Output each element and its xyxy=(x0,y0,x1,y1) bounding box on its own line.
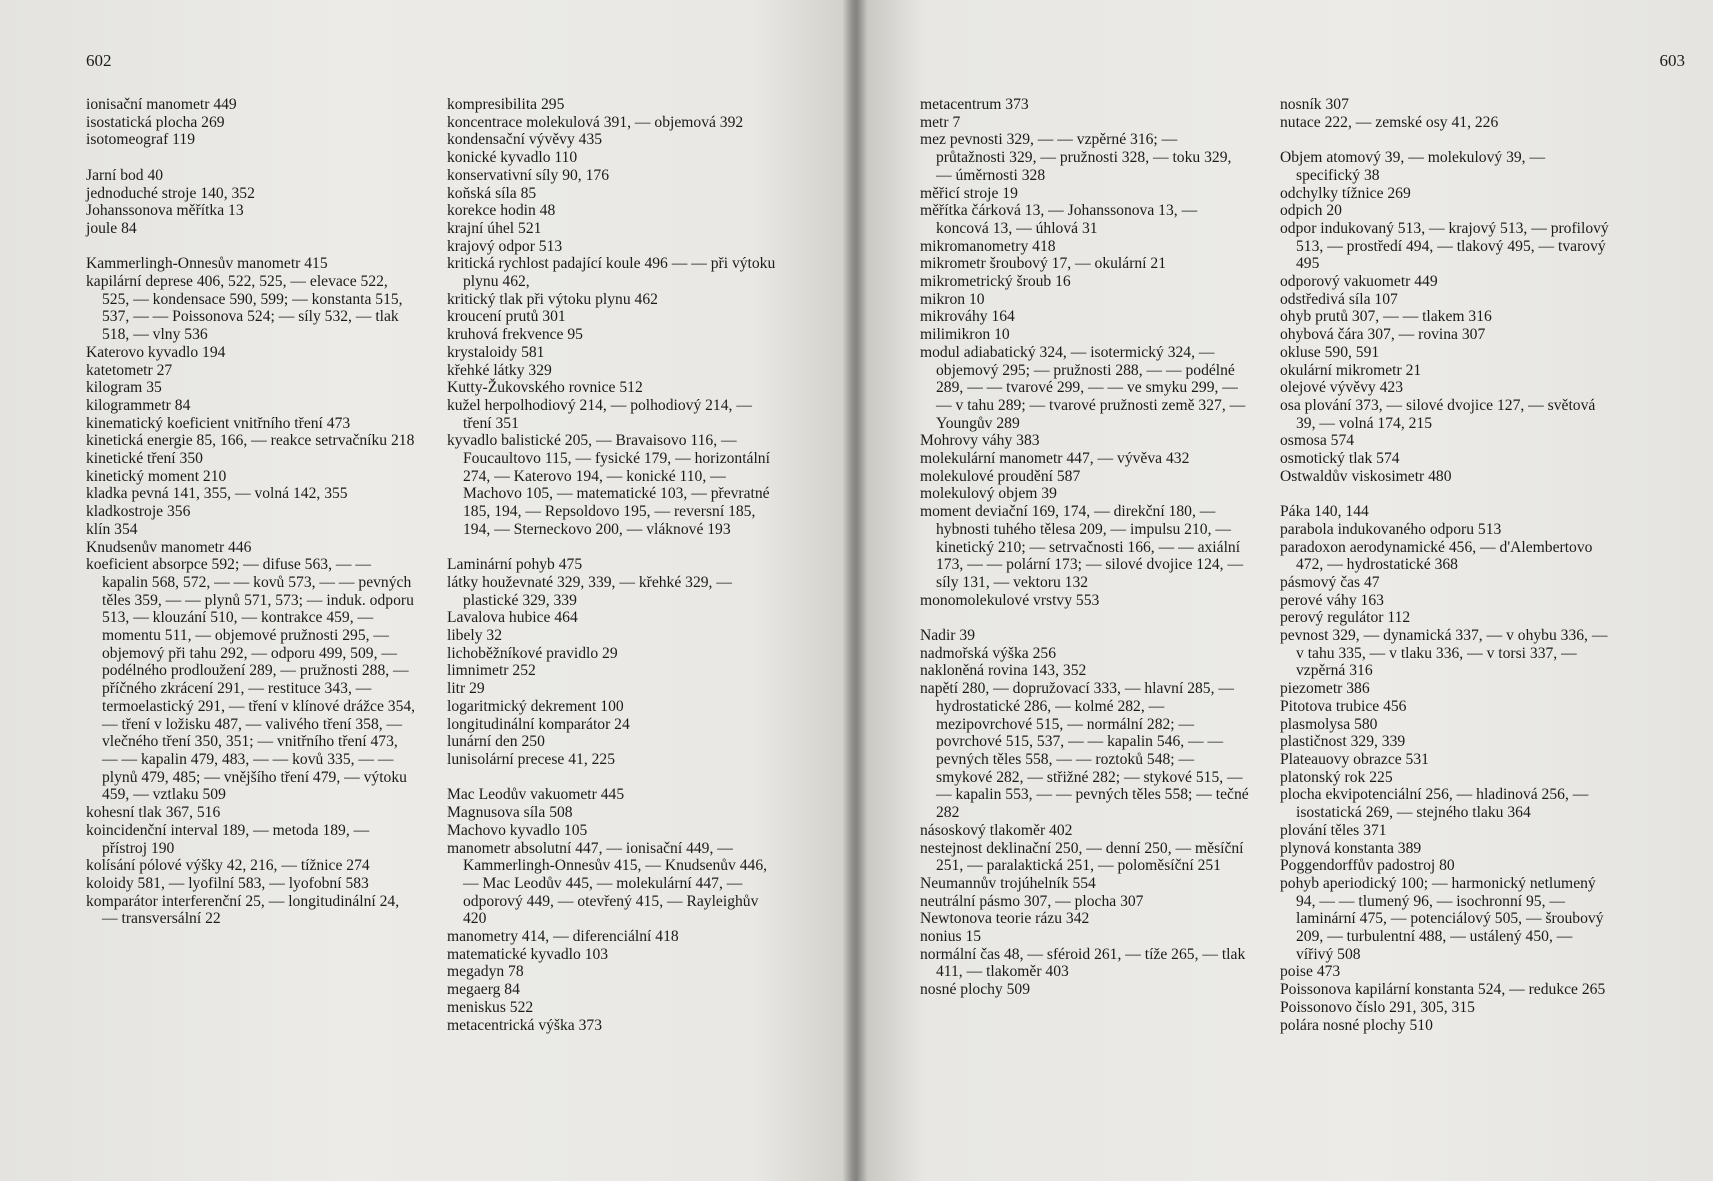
right-page xyxy=(858,0,1713,1181)
index-entry: kilogrammetr 84 xyxy=(86,396,191,414)
index-entry: neutrální pásmo 307, — plocha 307 xyxy=(920,892,1144,910)
index-entry: Katerovo kyvadlo 194 xyxy=(86,343,226,361)
index-entry: isotomeograf 119 xyxy=(86,131,195,149)
index-entry: napětí 280, — dopružovací 333, — hlavní 285, — hydrostatické 286, — kolmé 282, — mezipovrchové 515, — normální 282; — povrchové 515, 537, — — kapalin 546, — — pevných těles 558, — — roztoků 548; — smykové 282, — střižné 282; — stykové 515, — — kapalin 553, — — pevných těles 558; — tečné 282 xyxy=(920,680,1249,822)
index-entry: metacentrum 373 xyxy=(920,96,1029,113)
index-entry: mikrometrický šroub 16 xyxy=(920,273,1071,291)
index-entry: Jarní bod 40 xyxy=(86,166,164,184)
index-entry: kolísání pólové výšky 42, 216, — tížnice 274 xyxy=(86,857,370,875)
index-entry: logaritmický dekrement 100 xyxy=(447,697,624,715)
index-entry: měřicí stroje 19 xyxy=(920,184,1018,202)
index-entry: osmosa 574 xyxy=(1280,432,1355,450)
index-entry: koncentrace molekulová 391, — objemová 392 xyxy=(447,113,744,131)
index-entry: plasmolysa 580 xyxy=(1280,715,1378,733)
index-entry: mikromanometry 418 xyxy=(920,237,1056,255)
index-entry: nadmořská výška 256 xyxy=(920,644,1056,662)
index-entry: nonius 15 xyxy=(920,928,982,946)
index-entry: Poggendorffův padostroj 80 xyxy=(1280,857,1455,875)
index-entry: manometr absolutní 447, — ionisační 449, — Kammerlingh-Onnesův 415, — Knudsenův 446, — Mac Leodův 445, — molekulární 447, — odporový 449, — otevřený 415, — Rayleighův 420 xyxy=(447,839,768,928)
index-entry: limnimetr 252 xyxy=(447,662,536,680)
index-entry: nutace 222, — zemské osy 41, 226 xyxy=(1280,113,1499,131)
index-entry: normální čas 48, — sféroid 261, — tíže 265, — tlak 411, — tlakoměr 403 xyxy=(920,945,1246,981)
index-entry: perový regulátor 112 xyxy=(1280,609,1411,627)
index-entry: joule 84 xyxy=(86,219,137,237)
index-entry: konservativní síly 90, 176 xyxy=(447,166,609,184)
index-entry: ohybová čára 307, — rovina 307 xyxy=(1280,326,1486,344)
index-entry: komparátor interferenční 25, — longitudinální 24, — transversální 22 xyxy=(86,892,400,928)
index-entry: koincidenční interval 189, — metoda 189, — přístroj 190 xyxy=(86,821,370,857)
index-entry: koloidy 581, — lyofilní 583, — lyofobní 583 xyxy=(86,874,369,892)
index-entry: Newtonova teorie rázu 342 xyxy=(920,910,1090,928)
index-entry: kilogram 35 xyxy=(86,379,162,397)
index-entry: pohyb aperiodický 100; — harmonický netlumený 94, — — tlumený 96, — isochronní 95, — laminární 475, — potenciálový 505, — šroubový 209, — turbulentní 488, — ustálený 450, — vířivý 508 xyxy=(1280,874,1604,963)
index-entry: krajový odpor 513 xyxy=(447,237,563,255)
index-entry: odchylky tížnice 269 xyxy=(1280,184,1411,202)
index-entry: křehké látky 329 xyxy=(447,361,552,379)
index-column xyxy=(1280,96,1610,1034)
section-gap xyxy=(447,769,780,787)
section-gap xyxy=(447,539,780,557)
index-entry: okulární mikrometr 21 xyxy=(1280,361,1422,379)
index-entry: nakloněná rovina 143, 352 xyxy=(920,662,1087,680)
index-entry: megaerg 84 xyxy=(447,981,520,999)
index-entry: kohesní tlak 367, 516 xyxy=(86,804,221,822)
index-entry: koeficient absorpce 592; — difuse 563, — — kapalin 568, 572, — — kovů 573, — — pevných těles 359, — — plynů 571, 573; — induk. odporu 513, — klouzání 510, — kontrakce 459, — momentu 511, — objemové pružnosti 295, — objemový při tahu 292, — odporu 499, 509, — podélného prodloužení 289, — pružnosti 288, — příčného zkrácení 291, — restituce 343, — termoelastický 291, — tření v klínové drážce 354, — tření v ložisku 487, — valivého tření 358, — vlečného tření 350, 351; — vnitřního tření 473, — — kapalin 479, 483, — — kovů 335, — — plynů 479, 485; — vnějšího tření 479, — výtoku 459, — vztlaku 509 xyxy=(86,556,416,804)
section-gap xyxy=(86,149,416,167)
index-entry: osmotický tlak 574 xyxy=(1280,450,1400,468)
index-entry: Plateauovy obrazce 531 xyxy=(1280,750,1429,768)
index-entry: měřítka čárková 13, — Johanssonova 13, — koncová 13, — úhlová 31 xyxy=(920,202,1198,237)
index-entry: lunisolární precese 41, 225 xyxy=(447,751,616,768)
index-entry: polára nosné plochy 510 xyxy=(1280,1016,1433,1034)
left-page xyxy=(0,0,855,1181)
index-entry: matematické kyvadlo 103 xyxy=(447,945,609,963)
index-entry: mikrometr šroubový 17, — okulární 21 xyxy=(920,255,1167,273)
index-entry: Kutty-Žukovského rovnice 512 xyxy=(447,379,643,397)
index-entry: megadyn 78 xyxy=(447,963,524,981)
index-entry: lunární den 250 xyxy=(447,733,545,751)
section-gap xyxy=(1280,131,1610,149)
index-entry: litr 29 xyxy=(447,680,485,698)
index-entry: Mohrovy váhy 383 xyxy=(920,432,1040,450)
index-entry: kladkostroje 356 xyxy=(86,503,191,521)
index-entry: paradoxon aerodynamické 456, — d'Alembertovo 472, — hydrostatické 368 xyxy=(1280,538,1593,574)
index-entry: modul adiabatický 324, — isotermický 324, — objemový 295; — pružnosti 288, — — podélné 289, — — tvarové 299, — — ve smyku 299, — — v tahu 289; — tvarové pružnosti země 327, — Youngův 289 xyxy=(920,343,1246,432)
index-entry: poise 473 xyxy=(1280,963,1341,981)
index-entry: isostatická plocha 269 xyxy=(86,113,225,131)
index-entry: kladka pevná 141, 355, — volná 142, 355 xyxy=(86,485,348,503)
index-entry: mikrováhy 164 xyxy=(920,308,1015,326)
index-entry: nosné plochy 509 xyxy=(920,981,1031,999)
index-entry: plynová konstanta 389 xyxy=(1280,839,1422,857)
section-gap xyxy=(1280,485,1610,503)
index-entry: kapilární deprese 406, 522, 525, — elevace 522, 525, — kondensace 590, 599; — konstanta 515, 537, — — Poissonova 524; — síly 532, — tlak 518, — vlny 536 xyxy=(86,273,403,344)
index-entry: násoskový tlakoměr 402 xyxy=(920,821,1073,839)
index-entry: plocha ekvipotenciální 256, — hladinová 256, — isostatická 269, — stejného tlaku 364 xyxy=(1280,786,1589,822)
index-entry: Objem atomový 39, — molekulový 39, — specifický 38 xyxy=(1280,149,1546,184)
index-entry: koňská síla 85 xyxy=(447,184,537,202)
index-entry: moment deviační 169, 174, — direkční 180, — hybnosti tuhého tělesa 209, — impulsu 210, — kinetický 210; — setrvačnosti 166, — — axiální 173, — — polární 173; — silové dvojice 124, — síly 131, — vektoru 132 xyxy=(920,503,1244,591)
index-entry: parabola indukovaného odporu 513 xyxy=(1280,520,1502,538)
index-entry: mez pevnosti 329, — — vzpěrné 316; — průtažnosti 329, — pružnosti 328, — toku 329, — úměrnosti 328 xyxy=(920,131,1232,184)
page-number: 603 xyxy=(1659,51,1685,70)
index-entry: osa plování 373, — silové dvojice 127, — světová 39, — volná 174, 215 xyxy=(1280,396,1596,432)
index-entry: plování těles 371 xyxy=(1280,821,1387,839)
index-entry: manometry 414, — diferenciální 418 xyxy=(447,928,679,946)
index-entry: pásmový čas 47 xyxy=(1280,573,1380,591)
index-entry: odporový vakuometr 449 xyxy=(1280,273,1438,291)
index-entry: molekulární manometr 447, — vývěva 432 xyxy=(920,450,1190,468)
index-entry: metacentrická výška 373 xyxy=(447,1016,603,1034)
index-entry: olejové vývěvy 423 xyxy=(1280,379,1403,397)
index-entry: Poissonova kapilární konstanta 524, — redukce 265 xyxy=(1280,981,1606,999)
index-entry: kinetické tření 350 xyxy=(86,450,203,468)
index-entry: Johanssonova měřítka 13 xyxy=(86,202,244,220)
index-entry: kinetická energie 85, 166, — reakce setrvačníku 218 xyxy=(86,432,415,450)
index-entry: kroucení prutů 301 xyxy=(447,308,566,326)
index-entry: odpor indukovaný 513, — krajový 513, — profilový 513, — prostředí 494, — tlakový 495, — tvarový 495 xyxy=(1280,219,1609,273)
index-entry: okluse 590, 591 xyxy=(1280,343,1380,361)
index-entry: molekulové proudění 587 xyxy=(920,467,1081,485)
index-entry: kinematický koeficient vnitřního tření 473 xyxy=(86,414,351,432)
index-entry: krajní úhel 521 xyxy=(447,219,542,237)
index-entry: mikron 10 xyxy=(920,290,985,308)
index-entry: korekce hodin 48 xyxy=(447,202,556,220)
index-entry: Neumannův trojúhelník 554 xyxy=(920,874,1096,892)
index-entry: ionisační manometr 449 xyxy=(86,96,237,113)
index-column xyxy=(86,96,416,928)
index-entry: konické kyvadlo 110 xyxy=(447,149,578,167)
index-entry: Ostwaldův viskosimetr 480 xyxy=(1280,467,1452,485)
index-entry: klín 354 xyxy=(86,520,138,538)
index-entry: odstředivá síla 107 xyxy=(1280,290,1398,308)
index-entry: krystaloidy 581 xyxy=(447,343,545,361)
index-entry: libely 32 xyxy=(447,627,503,645)
section-gap xyxy=(86,238,416,256)
index-entry: Laminární pohyb 475 xyxy=(447,556,583,574)
index-column xyxy=(447,96,780,1034)
index-entry: Machovo kyvadlo 105 xyxy=(447,821,588,839)
index-entry: perové váhy 163 xyxy=(1280,591,1384,609)
index-entry: monomolekulové vrstvy 553 xyxy=(920,591,1100,609)
index-entry: piezometr 386 xyxy=(1280,680,1370,698)
index-entry: ohyb prutů 307, — — tlakem 316 xyxy=(1280,308,1492,326)
index-entry: Lavalova hubice 464 xyxy=(447,609,578,627)
index-entry: Magnusova síla 508 xyxy=(447,804,573,822)
index-entry: jednoduché stroje 140, 352 xyxy=(86,184,255,202)
index-entry: kruhová frekvence 95 xyxy=(447,326,583,344)
index-entry: Poissonovo číslo 291, 305, 315 xyxy=(1280,998,1475,1016)
index-entry: milimikron 10 xyxy=(920,326,1010,344)
index-entry: katetometr 27 xyxy=(86,361,173,379)
index-entry: nosník 307 xyxy=(1280,96,1349,113)
index-entry: Páka 140, 144 xyxy=(1280,503,1369,521)
index-entry: Nadir 39 xyxy=(920,627,975,645)
index-entry: Mac Leodův vakuometr 445 xyxy=(447,786,625,804)
index-entry: lichoběžníkové pravidlo 29 xyxy=(447,644,618,662)
index-entry: nestejnost deklinační 250, — denní 250, — měsíční 251, — paralaktická 251, — poloměsíční 251 xyxy=(920,839,1244,875)
index-entry: kompresibilita 295 xyxy=(447,96,565,113)
index-entry: Kammerlingh-Onnesův manometr 415 xyxy=(86,255,328,273)
index-entry: kritický tlak při výtoku plynu 462 xyxy=(447,290,658,308)
index-entry: molekulový objem 39 xyxy=(920,485,1057,503)
index-entry: kinetický moment 210 xyxy=(86,467,227,485)
index-entry: látky houževnaté 329, 339, — křehké 329, — plastické 329, 339 xyxy=(447,573,732,609)
index-column xyxy=(920,96,1249,999)
section-gap xyxy=(920,609,1249,627)
index-entry: longitudinální komparátor 24 xyxy=(447,715,630,733)
index-entry: Pitotova trubice 456 xyxy=(1280,697,1407,715)
index-entry: meniskus 522 xyxy=(447,998,534,1016)
index-entry: odpich 20 xyxy=(1280,202,1342,220)
index-entry: plastičnost 329, 339 xyxy=(1280,733,1406,751)
page-number: 602 xyxy=(86,51,112,70)
index-entry: kužel herpolhodiový 214, — polhodiový 214, — tření 351 xyxy=(447,396,752,432)
index-entry: Knudsenův manometr 446 xyxy=(86,538,252,556)
index-entry: metr 7 xyxy=(920,113,961,131)
index-entry: kyvadlo balistické 205, — Bravaisovo 116, — Foucaultovo 115, — fysické 179, — horizontální 274, — Katerovo 194, — konické 110, — Machovo 105, — matematické 103, — převratné 185, 194, — Repsoldovo 195, — reversní 185, 194, — Sterneckovo 200, — vláknové 193 xyxy=(447,432,770,538)
index-entry: kondensační vývěvy 435 xyxy=(447,131,603,149)
index-entry: platonský rok 225 xyxy=(1280,768,1393,786)
index-entry: kritická rychlost padající koule 496 — — při výtoku plynu 462, xyxy=(447,255,776,291)
index-entry: pevnost 329, — dynamická 337, — v ohybu 336, — v tahu 335, — v tlaku 336, — v torsi 337, — vzpěrná 316 xyxy=(1280,627,1608,680)
